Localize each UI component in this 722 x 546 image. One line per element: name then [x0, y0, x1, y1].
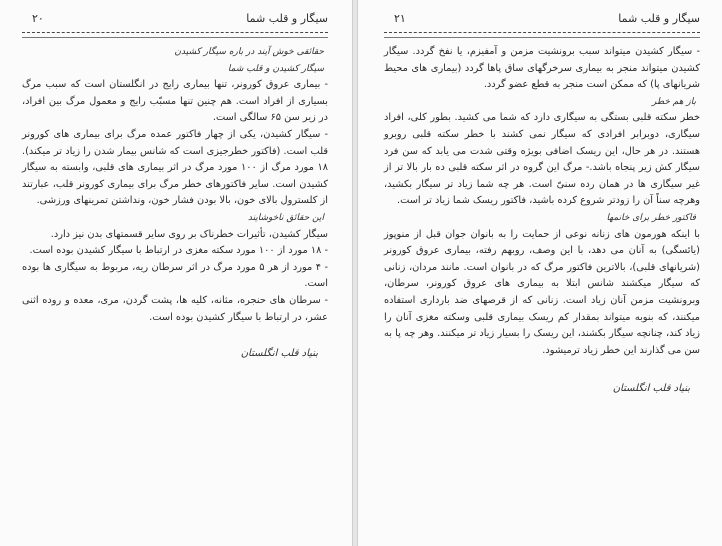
- right-page-header-title: سیگار و قلب شما: [618, 12, 700, 25]
- right-page-header: [384, 0, 700, 32]
- header-divider: [22, 32, 328, 33]
- left-page: [0, 0, 352, 546]
- right-page-body: [384, 44, 700, 359]
- left-page-number: ۲۰: [32, 12, 44, 25]
- paragraph: - ۴ مورد از هر ۵ مورد مرگ در اثر سرطان ریه، مربوط به سیگاری ها بوده است.: [22, 261, 328, 290]
- paragraph: - سیگار کشیدن میتواند سبب برونشیت مزمن و آمفیزم، یا نفخ گردد. سیگار کشیدن میتواند منجر به بیماری سرخرگهای ساق پاها گردد (بیماری های محیط شریانهای پا) که ممکن است منجر به قطع عضو گردد.: [384, 46, 700, 91]
- paragraph: با اینکه هورمون های زنانه نوعی از حمایت را به بانوان جوان قبل از منوپوز (یائسگی) به آنان می دهد، با این وصف، روبهم رفته، بیماری عروق کورونر (شریانهای قلبی)، بالاترین فاکتور مرگ که در بانوان است. مانند مردان، زنانی که سیگار میکشند شانس ابتلا به بیماری های عروق کورونر، سرطان، وبرونشیت مزمن آنان زیاد است. زنانی که از قرصهای ضد بارداری استفاده میکنند، که بنوبه میتواند بمقدار کم ریسک بیماری قلبی وسکته مغزی آنان را زیاد کند، چنانچه سیگار بکشند، این ریسک را بسیار زیاد تر میکنند. وهر چه پا به سن می گذارند این خطر زیاد ترمیشود.: [384, 228, 700, 356]
- left-page-body: [22, 44, 328, 326]
- paragraph: خطر سکته قلبی بستگی به سیگاری دارد که شما می کشید. بطور کلی، افراد سیگاری، دوبرابر افرادی که سیگار نمی کشند با خطر سکته قلبی روبرو هستند. در هر حال، این ریسک اضافی بویژه وقتی شدت می یابد که سن فرد سیگار کش زیر پنجاه باشد.- مرگ این گروه در اثر سکته قلبی ده بار بالا تر از غیر سیگاری ها در همان رده سنیّ است. هر چه شما زیاد تر سیگار بکشید، وهرچه سناً آن را زودتر شروع کرده باشید، فاکتور ریسک شما زیاد تر است.: [384, 112, 700, 207]
- section-subheading: باز هم خطر: [652, 96, 696, 107]
- paragraph: سیگار کشیدن، تأثیرات خطرناک بر روی سایر قسمتهای بدن نیز دارد.: [50, 228, 328, 240]
- section-subheading: حقائقی خوش آیند در باره سیگار کشیدن: [174, 47, 324, 57]
- paragraph: - سرطان های حنجره، مثانه، کلیه ها، پشت گردن، مری، معده و روده اثنی عشر، در ارتباط با سیگار کشیدن بوده است.: [22, 294, 328, 323]
- right-page-number: ۲۱: [394, 12, 406, 25]
- left-page-header-title: سیگار و قلب شما: [246, 12, 328, 25]
- header-divider-solid: [22, 37, 328, 38]
- left-page-signature: بنیاد قلب انگلستان: [240, 348, 318, 360]
- section-subheading: این حقائق ناخوشایند: [247, 212, 324, 223]
- right-page: [358, 0, 722, 546]
- header-divider: [384, 32, 700, 33]
- right-page-signature: بنیاد قلب انگلستان: [612, 383, 690, 395]
- paragraph: - ۱۸ مورد از ۱۰۰ مورد سکته مغزی در ارتباط با سیگار کشیدن بوده است.: [29, 245, 328, 257]
- paragraph: - بیماری عروق کورونر، تنها بیماری رایج در انگلستان است که سبب مرگ بسیاری از افراد است. هم چنین تنها مسبّب رایج و معمول مرگ بین افراد، در زیر سن ۶۵ سالگی است.: [22, 79, 328, 124]
- section-subheading: فاکتور خطر برای خانمها: [606, 212, 696, 223]
- section-subheading: سیگار کشیدن و قلب شما: [227, 63, 324, 74]
- header-divider-solid: [384, 37, 700, 38]
- paragraph: - سیگار کشیدن، یکی از چهار فاکتور عمده مرگ برای بیماری های کورونر قلب است. (فاکتور خطرجیزی است که شانس بیمار شدن را زیاد تر میکند). ۱۸ مورد مرگ از ۱۰۰ مورد مرگ در اثر بیماری های قلبی، وابسته به سیگار کشیدن است. سایر فاکتورهای خطر مرگ برای بیماری کورونر قلب، عبارتند از کلسترول بالای خون، بالا بودن فشار خون، ونداشتن تمرینهای ورزشی.: [22, 128, 329, 207]
- left-page-header: [22, 0, 328, 32]
